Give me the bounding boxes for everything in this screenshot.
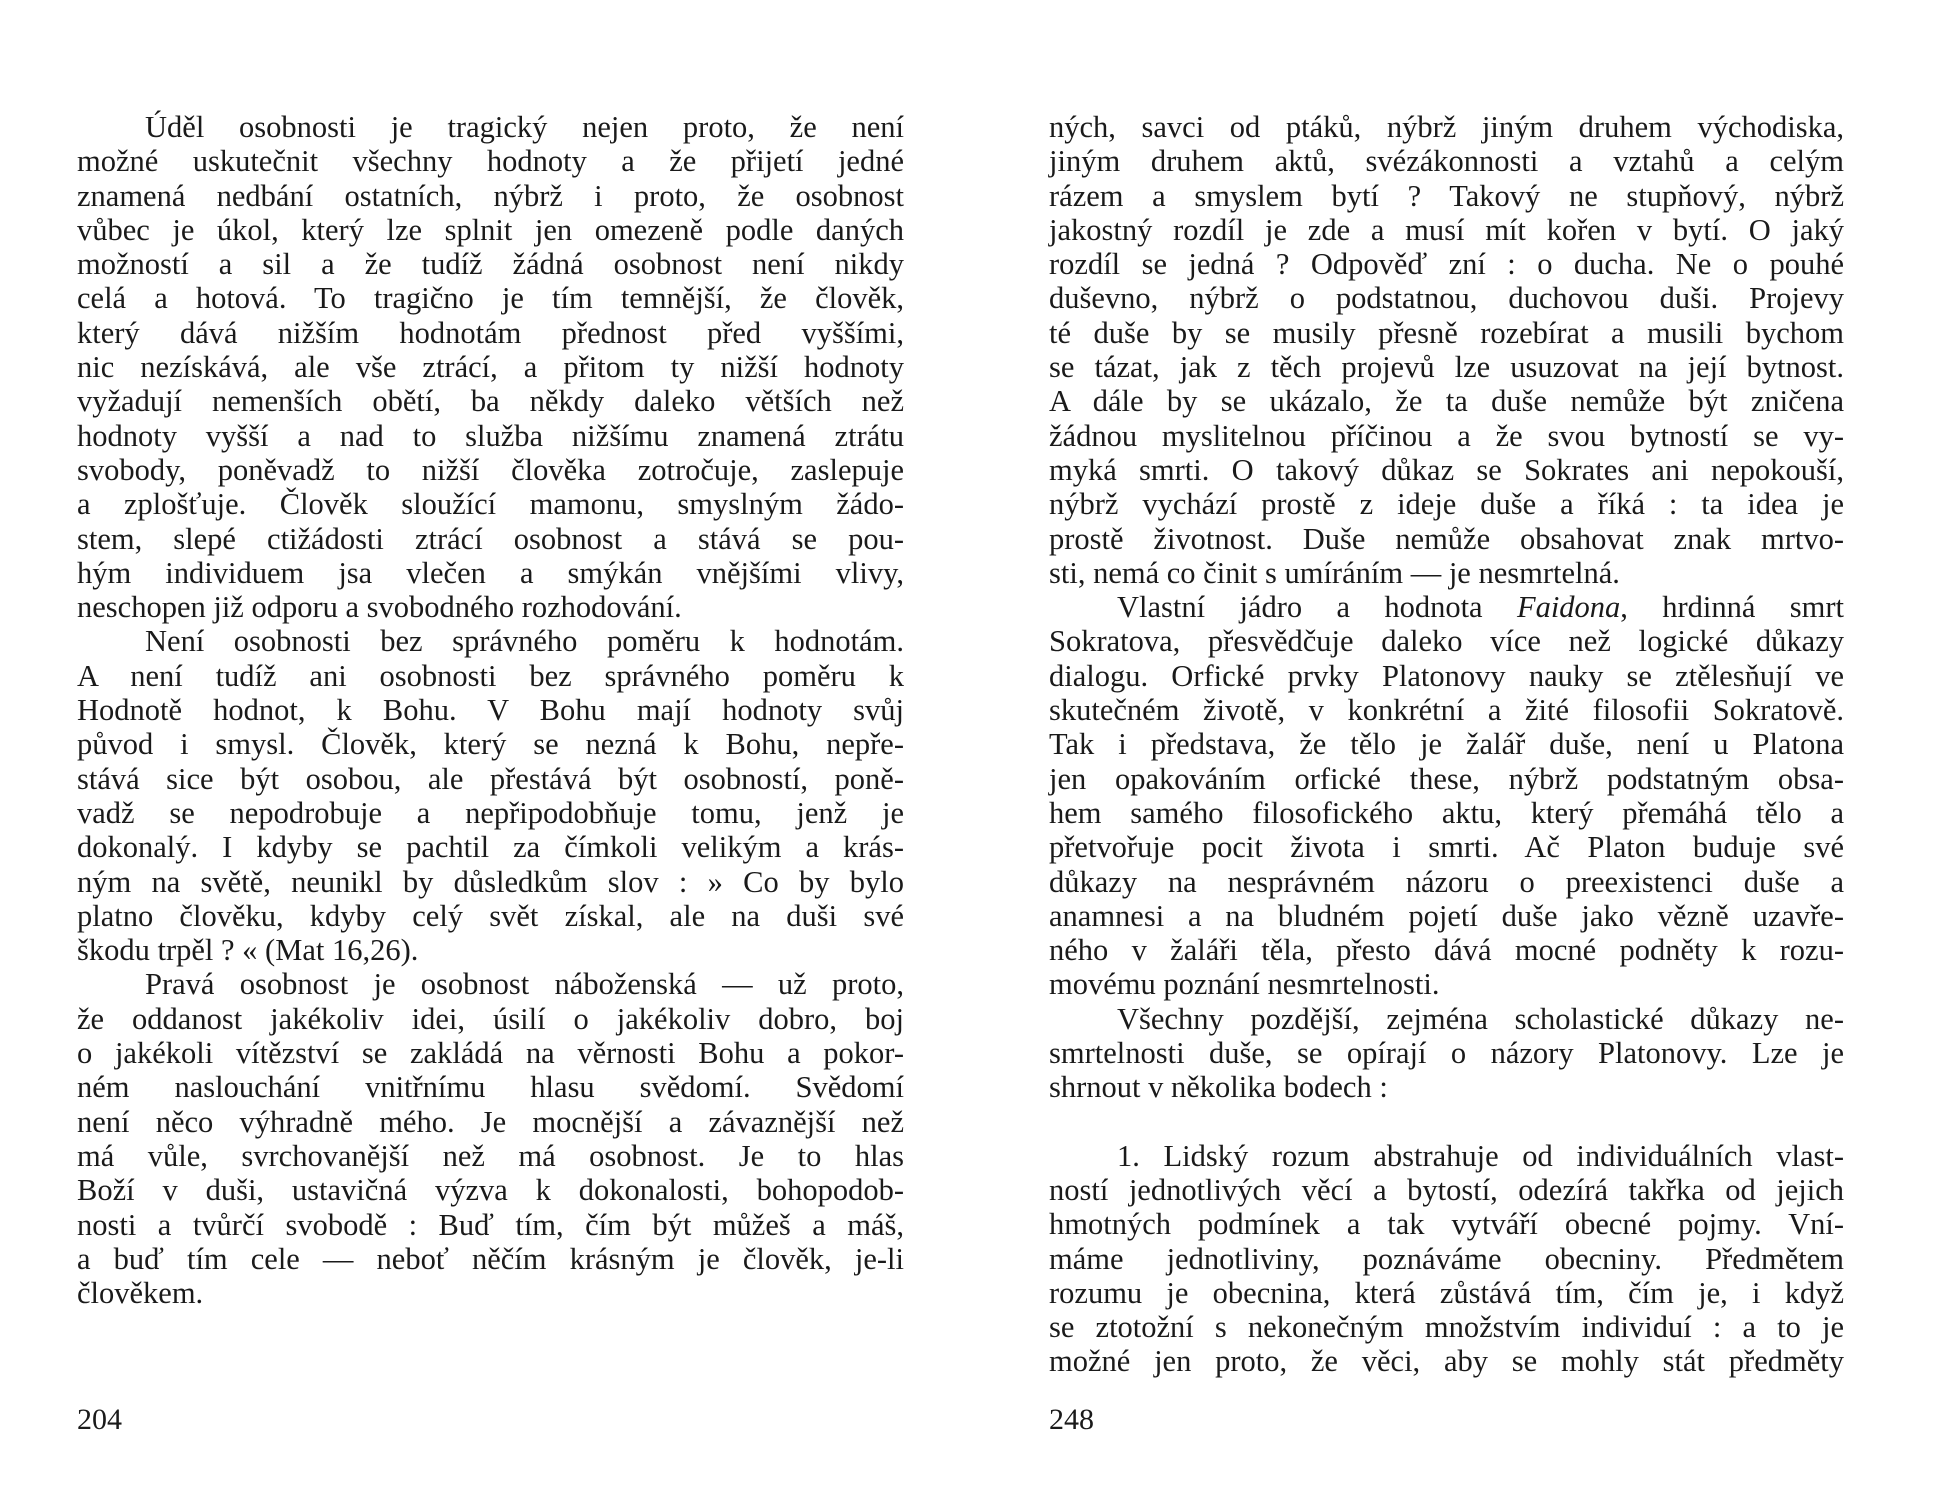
text-line: možností a sil a že tudíž žádná osobnost není nikdy bbox=[77, 247, 904, 282]
right-page-text bbox=[1049, 110, 1844, 1379]
text-line: má vůle, svrchovanější než má osobnost. Je to hlas bbox=[77, 1138, 904, 1173]
text-line: původ i smysl. Člověk, který se nezná k Bohu, nepře- bbox=[77, 727, 904, 762]
right-page bbox=[968, 0, 1936, 1500]
text-line: dialogu. Orfické prvky Platonovy nauky se ztělesňují ve bbox=[1049, 658, 1844, 693]
text-line: důkazy na nesprávném názoru o preexistenci duše a bbox=[1049, 864, 1844, 899]
text-line: a buď tím cele — neboť něčím krásným je člověk, je-li bbox=[77, 1241, 904, 1276]
text-line: duševno, nýbrž o podstatnou, duchovou duši. Projevy bbox=[1049, 281, 1844, 316]
text-line: Tak i představa, že tělo je žalář duše, není u Platona bbox=[1049, 727, 1844, 762]
paragraph bbox=[77, 967, 904, 1310]
text-line: rázem a smyslem bytí ? Takový ne stupňový, nýbrž bbox=[1049, 178, 1844, 213]
text-line: znamená nedbání ostatních, nýbrž i proto, že osobnost bbox=[77, 178, 904, 213]
text-line: nosti a tvůrčí svobodě : Buď tím, čím být můžeš a máš, bbox=[77, 1207, 904, 1242]
text-line: Boží v duši, ustavičná výzva k dokonalosti, bohopodob- bbox=[77, 1173, 904, 1208]
text-line: jen opakováním orfické these, nýbrž podstatným obsa- bbox=[1049, 761, 1844, 796]
text-line: který dává nižším hodnotám přednost před vyššími, bbox=[77, 315, 904, 350]
text-line: vadž se nepodrobuje a nepřipodobňuje tomu, jenž je bbox=[77, 795, 904, 830]
left-page-text bbox=[77, 110, 904, 1310]
text-line: nic nezískává, ale vše ztrácí, a přitom ty nižší hodnoty bbox=[77, 350, 904, 385]
text-line: anamnesi a na bludném pojetí duše jako vězně uzavře- bbox=[1049, 898, 1844, 933]
text-line: žádnou myslitelnou příčinou a že svou bytností se vy- bbox=[1049, 418, 1844, 453]
text-line: shrnout v několika bodech : bbox=[1049, 1070, 1388, 1105]
paragraph-gap bbox=[1049, 1105, 1844, 1139]
text-line: člověkem. bbox=[77, 1276, 204, 1311]
page-number: 248 bbox=[1049, 1403, 1094, 1436]
paragraph bbox=[1049, 1002, 1844, 1105]
text-line: ného v žaláři těla, přesto dává mocné podněty k rozu- bbox=[1049, 933, 1844, 968]
text-line: myká smrti. O takový důkaz se Sokrates ani nepokouší, bbox=[1049, 452, 1844, 487]
text-line: přetvořuje pocit života i smrti. Ač Platon buduje své bbox=[1049, 830, 1844, 865]
text-line: smrtelnosti duše, se opírají o názory Platonovy. Lze je bbox=[1049, 1036, 1844, 1071]
text-line: neschopen již odporu a svobodného rozhodování. bbox=[77, 590, 682, 625]
text-line: rozdíl se jedná ? Odpověď zní : o ducha. Ne o pouhé bbox=[1049, 247, 1844, 282]
text-line: ností jednotlivých věcí a bytostí, odezírá takřka od jejich bbox=[1049, 1172, 1844, 1207]
text-line: hem samého filosofického aktu, který přemáhá tělo a bbox=[1049, 795, 1844, 830]
text-line: Není osobnosti bez správného poměru k hodnotám. bbox=[145, 624, 904, 659]
text-line: ných, savci od ptáků, nýbrž jiným druhem východiska, bbox=[1049, 110, 1844, 144]
text-line: nýbrž vychází prostě z ideje duše a říká : ta idea je bbox=[1049, 487, 1844, 522]
numbered-paragraph bbox=[1049, 1139, 1844, 1379]
text-line: možné jen proto, že věci, aby se mohly stát předměty bbox=[1049, 1344, 1844, 1379]
text-line: té duše by se musily přesně rozebírat a musili bychom bbox=[1049, 315, 1844, 350]
text-line: stem, slepé ctižádosti ztrácí osobnost a stává se pou- bbox=[77, 521, 904, 556]
text-line: a zplošťuje. Člověk sloužící mamonu, smyslným žádo- bbox=[77, 487, 904, 522]
paragraph bbox=[77, 110, 904, 624]
text-line: hmotných podmínek a tak vytváří obecné pojmy. Vní- bbox=[1049, 1207, 1844, 1242]
text-line: jiným druhem aktů, svézákonnosti a vztahů a celým bbox=[1049, 144, 1844, 179]
text-line: platno člověku, kdyby celý svět získal, ale na duši své bbox=[77, 898, 904, 933]
text-line: dokonalý. I kdyby se pachtil za čímkoli velikým a krás- bbox=[77, 830, 904, 865]
text-line: Sokratova, přesvědčuje daleko více než logické důkazy bbox=[1049, 624, 1844, 659]
text-line: se ztotožní s nekonečným množstvím individuí : a to je bbox=[1049, 1310, 1844, 1345]
text-line: možné uskutečnit všechny hodnoty a že přijetí jedné bbox=[77, 144, 904, 179]
italic-title: Faidona bbox=[1516, 590, 1621, 625]
paragraph bbox=[77, 624, 904, 967]
text-line: o jakékoli vítězství se zakládá na věrnosti Bohu a pokor- bbox=[77, 1036, 904, 1071]
text-line: movému poznání nesmrtelnosti. bbox=[1049, 967, 1440, 1002]
text-line: vyžadují nemenších obětí, ba někdy daleko větších než bbox=[77, 384, 904, 419]
text-line: sti, nemá co činit s umíráním — je nesmrtelná. bbox=[1049, 555, 1620, 590]
text-line: rozumu je obecnina, která zůstává tím, čím je, i když bbox=[1049, 1275, 1844, 1310]
text-line: vůbec je úkol, který lze splnit jen omezeně podle daných bbox=[77, 212, 904, 247]
text-line: není něco výhradně mého. Je mocnější a závaznější než bbox=[77, 1104, 904, 1139]
page-number: 204 bbox=[77, 1403, 122, 1436]
text-line: Pravá osobnost je osobnost náboženská — už proto, bbox=[145, 967, 904, 1002]
text-line: škodu trpěl ? « (Mat 16,26). bbox=[77, 933, 419, 968]
text-line: hodnoty vyšší a nad to služba nižšímu znamená ztrátu bbox=[77, 418, 904, 453]
text-line: A není tudíž ani osobnosti bez správného poměru k bbox=[77, 658, 904, 693]
text-line: 1. Lidský rozum abstrahuje od individuálních vlast- bbox=[1117, 1138, 1844, 1173]
text-line: svobody, poněvadž to nižší člověka zotročuje, zaslepuje bbox=[77, 452, 904, 487]
paragraph bbox=[1049, 110, 1844, 590]
text-line: hým individuem jsa vlečen a smýkán vnějšími vlivy, bbox=[77, 555, 904, 590]
text-line: ném naslouchání vnitřnímu hlasu svědomí. Svědomí bbox=[77, 1070, 904, 1105]
text-line: ným na světě, neunikl by důsledkům slov : » Co by bylo bbox=[77, 864, 904, 899]
text-line: celá a hotová. To tragično je tím temnější, že člověk, bbox=[77, 281, 904, 316]
text-line: že oddanost jakékoliv idei, úsilí o jakékoliv dobro, boj bbox=[77, 1001, 904, 1036]
text-line: se tázat, jak z těch projevů lze usuzovat na její bytnost. bbox=[1049, 350, 1844, 385]
text-line: skutečném životě, v konkrétní a žité filosofii Sokratově. bbox=[1049, 693, 1844, 728]
text-line: jakostný rozdíl je zde a musí mít kořen v bytí. O jaký bbox=[1049, 212, 1844, 247]
text-line: stává sice být osobou, ale přestává být osobností, poně- bbox=[77, 761, 904, 796]
text-line: máme jednotliviny, poznáváme obecniny. Předmětem bbox=[1049, 1241, 1844, 1276]
text-line: Hodnotě hodnot, k Bohu. V Bohu mají hodnoty svůj bbox=[77, 693, 904, 728]
text-line: Všechny pozdější, zejména scholastické důkazy ne- bbox=[1117, 1001, 1844, 1036]
text-line: Úděl osobnosti je tragický nejen proto, že není bbox=[145, 110, 904, 144]
text-line: Vlastní jádro a hodnota Faidona, hrdinná smrt bbox=[1117, 590, 1844, 625]
paragraph bbox=[1049, 590, 1844, 1002]
text-line: A dále by se ukázalo, že ta duše nemůže být zničena bbox=[1049, 384, 1844, 419]
text-line: prostě životnost. Duše nemůže obsahovat znak mrtvo- bbox=[1049, 521, 1844, 556]
